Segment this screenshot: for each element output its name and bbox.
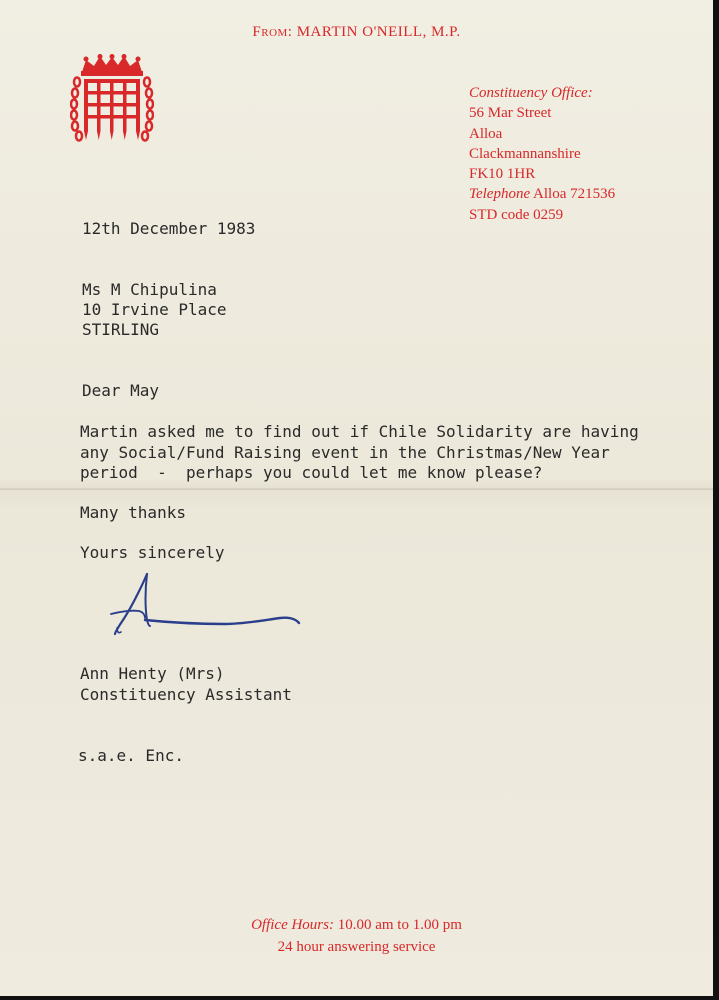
body-line: period - perhaps you could let me know please? bbox=[80, 463, 543, 482]
office-hours-value: 10.00 am to 1.00 pm bbox=[337, 917, 462, 933]
office-address-line: FK10 1HR bbox=[469, 166, 536, 183]
letterhead-from bbox=[0, 24, 713, 41]
telephone-label: Telephone bbox=[469, 186, 531, 203]
office-address-line: Clackmannanshire bbox=[469, 145, 581, 162]
office-hours-line bbox=[0, 914, 713, 936]
thanks-line: Many thanks bbox=[80, 503, 186, 522]
telephone-line bbox=[469, 184, 615, 204]
paper-fold bbox=[0, 488, 713, 491]
office-hours-footer bbox=[0, 914, 713, 958]
office-title: Constituency Office: bbox=[469, 85, 593, 101]
body-line: Martin asked me to find out if Chile Solidarity are having bbox=[80, 422, 639, 441]
office-address-line: Alloa bbox=[469, 125, 503, 142]
signer-title: Constituency Assistant bbox=[80, 685, 292, 704]
recipient-address: 10 Irvine Place bbox=[82, 300, 227, 319]
body-line: any Social/Fund Raising event in the Christmas/New Year bbox=[80, 443, 610, 462]
std-code: STD code 0259 bbox=[469, 206, 564, 223]
handwritten-signature bbox=[105, 568, 315, 648]
from-label: From: bbox=[252, 24, 293, 40]
closing-line: Yours sincerely bbox=[80, 543, 225, 562]
signer-name: Ann Henty (Mrs) bbox=[80, 664, 225, 683]
answering-service: 24 hour answering service bbox=[277, 939, 436, 955]
enclosure-note: s.a.e. Enc. bbox=[78, 746, 184, 765]
recipient-city: STIRLING bbox=[82, 320, 160, 339]
recipient-name: Ms M Chipulina bbox=[82, 280, 217, 299]
salutation: Dear May bbox=[82, 381, 160, 400]
from-name: MARTIN O'NEILL, M.P. bbox=[296, 24, 461, 40]
office-hours-label: Office Hours: bbox=[251, 917, 334, 933]
constituency-office-block bbox=[469, 83, 615, 225]
letter-date: 12th December 1983 bbox=[82, 219, 256, 238]
portcullis-icon bbox=[70, 54, 154, 146]
office-address-line: 56 Mar Street bbox=[469, 105, 552, 122]
telephone-value: Alloa 721536 bbox=[533, 186, 616, 203]
